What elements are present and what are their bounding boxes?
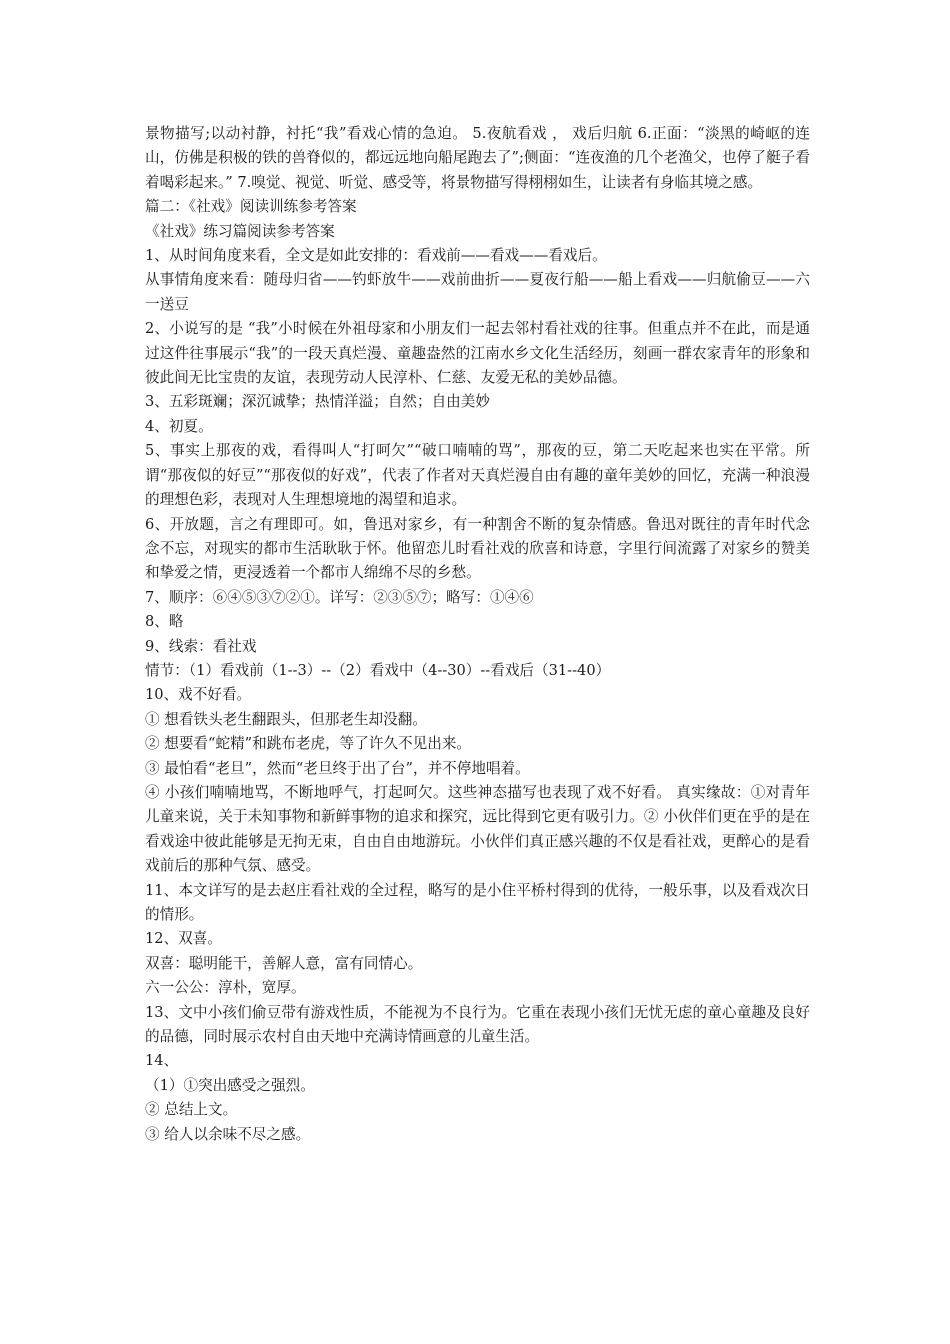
section-heading: 篇二：《社戏》阅读训练参考答案 [145, 198, 357, 216]
answer-1-time: 1、从时间角度来看，全文是如此安排的：看戏前——看戏——看戏后。 [145, 247, 607, 265]
subsection-heading: 《社戏》练习篇阅读参考答案 [145, 222, 335, 240]
answer-14-item-2: ② 总结上文。 [145, 1101, 238, 1119]
answer-10-item-1: ① 想看铁头老生翻跟头，但那老生却没翻。 [145, 710, 427, 728]
answer-8: 8、略 [145, 613, 184, 631]
answer-12: 12、双喜。 [145, 930, 222, 948]
answer-10-item-2: ② 想要看“蛇精”和跳布老虎，等了许久不见出来。 [145, 735, 472, 753]
document-body [145, 122, 810, 1147]
answer-10-item-4: ④ 小孩们喃喃地骂，不断地呼气，打起呵欠。这些神态描写也表现了戏不好看。 真实缘故：①对青年儿童来说，关于未知事物和新鲜事物的追求和探究，远比得到它更有吸引力。② 小伙伴们更在乎的是在看戏途中彼此能够是无拘无束，自由自由地游玩。小伙伴们真正感兴趣的不仅是看社戏，更醉心的是看戏前后的那种气氛、感受。 [145, 783, 810, 875]
answer-9-plot: 情节：（1）看戏前（1--3）--（2）看戏中（4--30）--看戏后（31--40） [145, 661, 611, 679]
answer-12-shuangxi: 双喜：聪明能干，善解人意，富有同情心。 [145, 954, 423, 972]
answer-3: 3、五彩斑斓；深沉诚挚；热情洋溢；自然；自由美妙 [145, 393, 490, 411]
paragraph: 景物描写;以动衬静，衬托“我”看戏心情的急迫。 5.夜航看戏 ， 戏后归航 6.正面：“淡黑的崎岖的连山，仿佛是积极的铁的兽脊似的，都远远地向船尾跑去了”;侧面：“连夜渔的几个老渔父，也停了艇子看着喝彩起来。” 7.嗅觉、视觉、听觉、感受等，将景物描写得栩栩如生，让读者有身临其境之感。 [145, 125, 810, 191]
answer-11: 11、本文详写的是去赵庄看社戏的全过程，略写的是小住平桥村得到的优待，一般乐事，以及看戏次日的情形。 [145, 881, 810, 923]
answer-10: 10、戏不好看。 [145, 686, 252, 704]
answer-13: 13、文中小孩们偷豆带有游戏性质，不能视为不良行为。它重在表现小孩们无忧无虑的童心童趣及良好的品德，同时展示农村自由天地中充满诗情画意的儿童生活。 [145, 1003, 810, 1046]
answer-12-liuyi: 六一公公：淳朴，宽厚。 [145, 979, 306, 997]
answer-10-item-3: ③ 最怕看“老旦”，然而“老旦终于出了台”，并不停地唱着。 [145, 759, 530, 777]
answer-7: 7、顺序：⑥④⑤③⑦②①。详写：②③⑤⑦；略写：①④⑥ [145, 588, 534, 606]
answer-9-clue: 9、线索：看社戏 [145, 637, 257, 655]
answer-6: 6、开放题，言之有理即可。如，鲁迅对家乡，有一种割舍不断的复杂情感。鲁迅对既往的青年时代念念不忘，对现实的都市生活耿耿于怀。他留恋儿时看社戏的欣喜和诗意，字里行间流露了对家乡的赞美和挚爱之情，更浸透着一个都市人绵绵不尽的乡愁。 [145, 515, 810, 582]
answer-1-events: 从事情角度来看：随母归省——钓虾放牛——戏前曲折——夏夜行船——船上看戏——归航偷豆——六一送豆 [145, 271, 810, 313]
answer-14-item-1: （1）①突出感受之强烈。 [145, 1076, 315, 1094]
answer-5: 5、事实上那夜的戏，看得叫人“打呵欠”“破口喃喃的骂”，那夜的豆，第二天吃起来也实在平常。所谓“那夜似的好豆”“那夜似的好戏”，代表了作者对天真烂漫自由有趣的童年美妙的回忆，充满一种浪漫的理想色彩，表现对人生理想境地的渴望和追求。 [145, 442, 810, 509]
answer-4: 4、初夏。 [145, 417, 213, 435]
answer-14: 14、 [145, 1052, 179, 1070]
answer-14-item-3: ③ 给人以余味不尽之感。 [145, 1125, 311, 1143]
answer-2: 2、小说写的是 “我”小时候在外祖母家和小朋友们一起去邻村看社戏的往事。但重点并不在此，而是通过这件往事展示“我”的一段天真烂漫、童趣盎然的江南水乡文化生活经历，刻画一群农家青年的形象和彼此间无比宝贵的友谊，表现劳动人民淳朴、仁慈、友爱无私的美妙品德。 [145, 320, 810, 387]
